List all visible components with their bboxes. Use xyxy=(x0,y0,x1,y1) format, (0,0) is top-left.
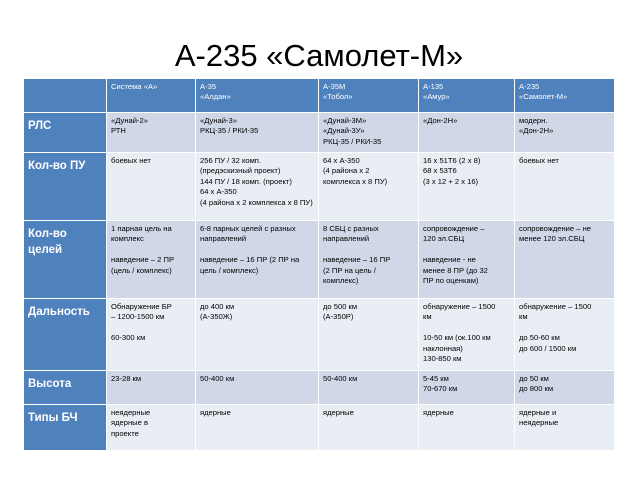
table-cell: 23-28 км xyxy=(107,371,196,405)
table-cell: 16 х 51Т6 (2 х 8) 68 х 53Т6 (3 х 12 + 2 х 16) xyxy=(419,153,515,221)
table-cell: 8 СБЦ с разных направлений наведение – 16 ПР (2 ПР на цель / комплекс) xyxy=(319,221,419,299)
table-cell: «Дунай-2» РТН xyxy=(107,113,196,153)
table-cell: 256 ПУ / 32 комп. (предэскизный проект) 144 ПУ / 18 комп. (проект) 64 х А-350 (4 района х 2 комплекса х 8 ПУ) xyxy=(196,153,319,221)
comparison-table xyxy=(23,78,615,451)
table-row xyxy=(24,405,615,451)
page-title: А-235 «Самолет-М» xyxy=(174,38,464,73)
table-cell: сопровождение – не менее 120 эл.СБЦ xyxy=(515,221,615,299)
table-cell: до 400 км (А-350Ж) xyxy=(196,299,319,371)
table-cell: модерн. «Дон-2Н» xyxy=(515,113,615,153)
table-row xyxy=(24,371,615,405)
header-corner xyxy=(24,79,107,113)
row-label: Кол-во ПУ xyxy=(24,153,107,221)
table-cell: 50-400 км xyxy=(319,371,419,405)
table-cell: обнаружение – 1500 км 10-50 км (ок.100 км наклонная) 130-850 км xyxy=(419,299,515,371)
table-cell: 1 парная цель на комплекс наведение – 2 ПР (цель / комплекс) xyxy=(107,221,196,299)
table-cell: ядерные xyxy=(319,405,419,451)
table-cell: «Дон-2Н» xyxy=(419,113,515,153)
table-row xyxy=(24,113,615,153)
table-cell: сопровождение – 120 эл.СБЦ наведение - не менее 8 ПР (до 32 ПР по оценкам) xyxy=(419,221,515,299)
table-cell: ядерные xyxy=(196,405,319,451)
header-a135: А-135 «Амур» xyxy=(419,79,515,113)
header-a235: А-235 «Самолет-М» xyxy=(515,79,615,113)
table-row xyxy=(24,221,615,299)
table-cell: 6-8 парных целей с разных направлений наведение – 16 ПР (2 ПР на цель / комплекс) xyxy=(196,221,319,299)
table-cell: 50-400 км xyxy=(196,371,319,405)
table-cell: до 50 км до 800 км xyxy=(515,371,615,405)
table-cell: боевых нет xyxy=(107,153,196,221)
row-label: Дальность xyxy=(24,299,107,371)
table-cell: ядерные xyxy=(419,405,515,451)
table-cell: «Дунай-3» РКЦ-35 / РКИ-35 xyxy=(196,113,319,153)
table-cell: Обнаружение БР – 1200-1500 км 60-300 км xyxy=(107,299,196,371)
row-label: РЛС xyxy=(24,113,107,153)
table-cell: неядерные ядерные в проекте xyxy=(107,405,196,451)
header-a35: А-35 «Алдан» xyxy=(196,79,319,113)
header-a35m: А-35М «Тобол» xyxy=(319,79,419,113)
table-header-row xyxy=(24,79,615,113)
row-label: Типы БЧ xyxy=(24,405,107,451)
table-cell: 5-45 км 70-670 км xyxy=(419,371,515,405)
table-cell: обнаружение – 1500 км до 50-60 км до 600 / 1500 км xyxy=(515,299,615,371)
row-label: Высота xyxy=(24,371,107,405)
table-cell: ядерные и неядерные xyxy=(515,405,615,451)
table-row xyxy=(24,299,615,371)
table-cell: 64 х А-350 (4 района х 2 комплекса х 8 ПУ) xyxy=(319,153,419,221)
table-cell: «Дунай-3М» «Дунай-3У» РКЦ-35 / РКИ-35 xyxy=(319,113,419,153)
table-cell: до 500 км (А-350Р) xyxy=(319,299,419,371)
table-cell: боевых нет xyxy=(515,153,615,221)
row-label: Кол-во целей xyxy=(24,221,107,299)
table-row xyxy=(24,153,615,221)
header-sistema-a: Система «А» xyxy=(107,79,196,113)
